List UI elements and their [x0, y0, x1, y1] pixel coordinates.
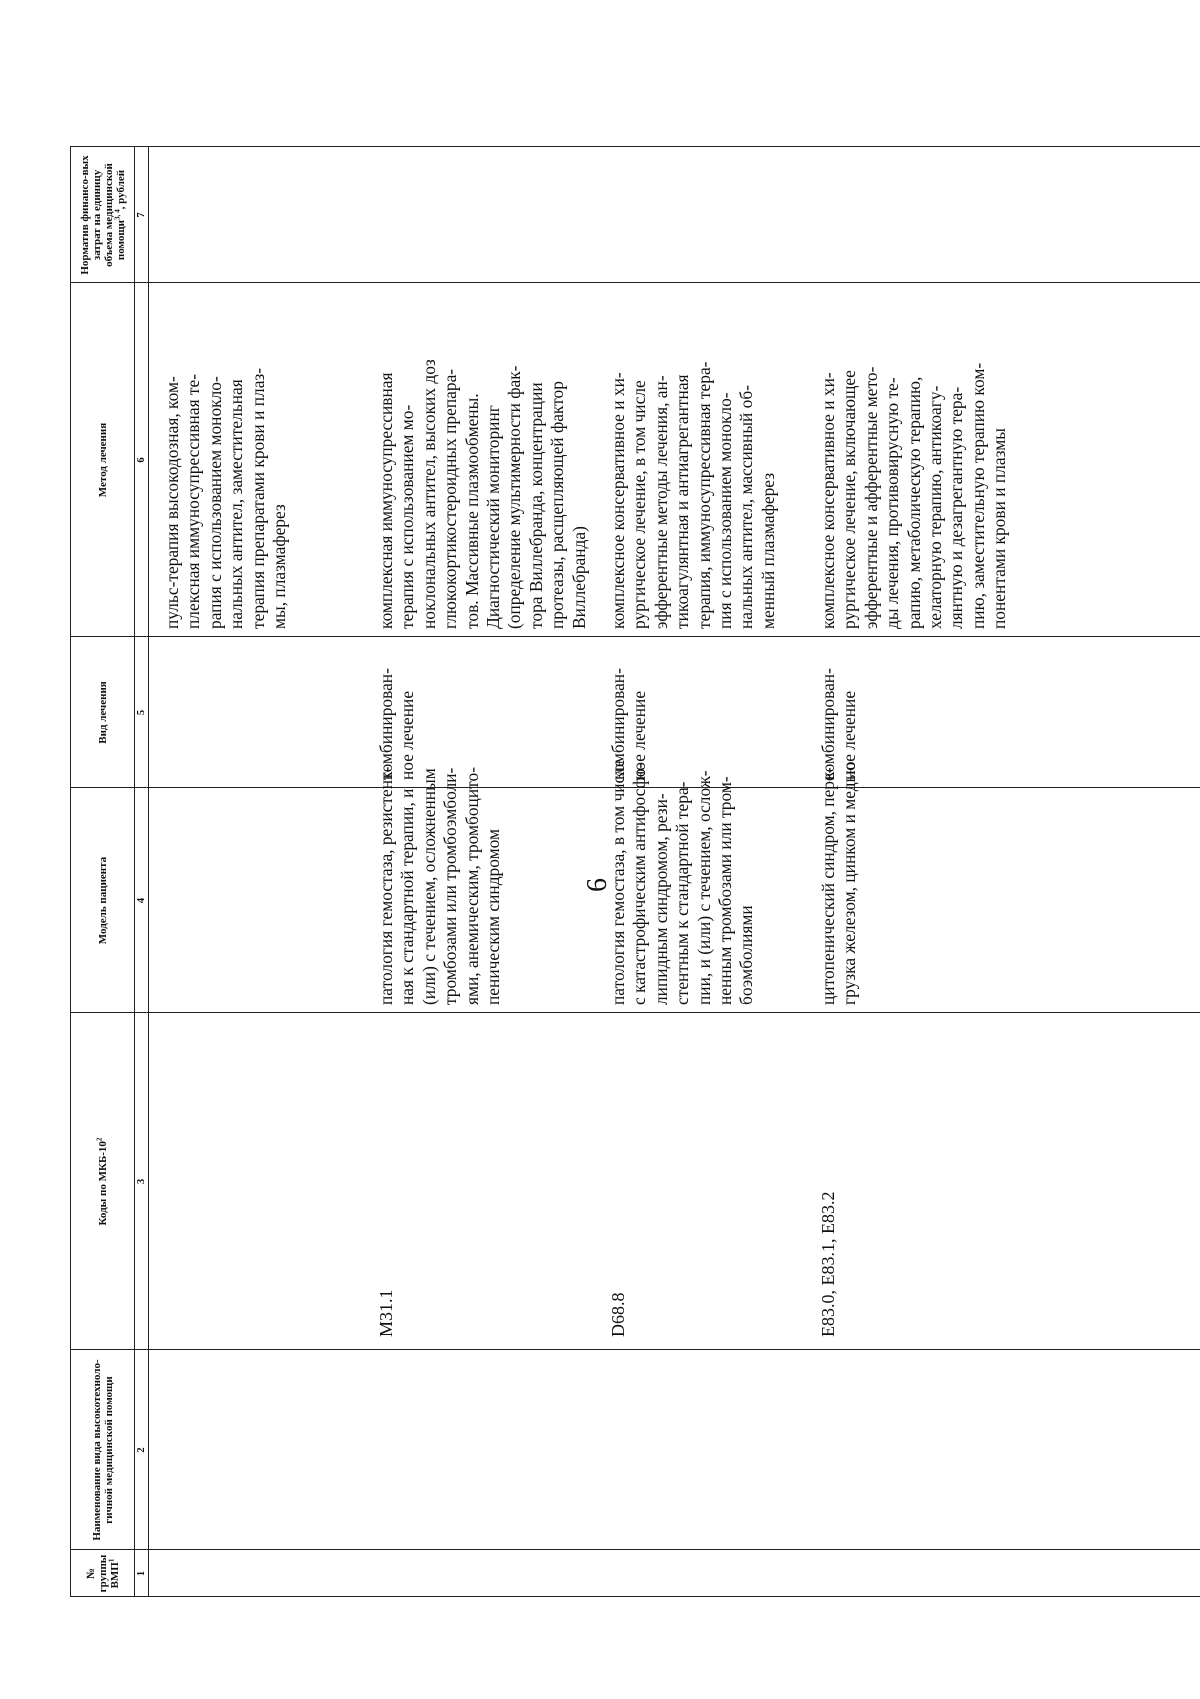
- method-cell: комплексное консервативное и хи- рургическое лечение, в том числе эфферентные методы лечения, ан- тикоагулянтная и антиагрегантная терапия, иммуносупрессивная тера- пия с использованием моноклo- нальных антител, массивный об- менный плазмаферез: [608, 361, 778, 629]
- page-number: 6: [582, 878, 613, 892]
- method-cell: комплексная иммуносупрессивная терапия с использованием мо- ноклональных антител, высоких доз глюкокортикостероидных препара- тов. Массивные плазмообмены. Диагностический мониторинг (определение мультимерности фак- тора Виллебранда, концентрации протеазы, расщепляющей фактор Виллебранда): [376, 359, 589, 629]
- method-cell: комплексное консервативное и хи- рургическое лечение, включающее эфферентные и афферентные мето- ды лечения, противовирусную те- рапию, метаболическую терапию, хелаторную терапию, антикоагу- лянтную и дезагрегантную тера- пию, заместительную терапию ком- понентами крови и плазмы: [818, 362, 1010, 629]
- column-number: 2: [135, 1447, 147, 1453]
- header-cost-standard: Норматив финансо-вых затрат на единицу объема медицинской помощи$^{3, 4}$, рублей: [79, 155, 127, 275]
- header-group-number: № группы ВМП$^1$: [85, 1554, 121, 1593]
- header-treatment-type: Вид лечения: [97, 681, 109, 744]
- column-number: 3: [135, 1178, 147, 1185]
- icd-code-cell: D68.8: [608, 1292, 628, 1337]
- column-number: 7: [135, 212, 147, 218]
- method-cell: пульс-терапия высокодозная, ком- плексная иммуносупрессивная те- рапия с использованием моноклo- нальных антител, заместительная терапия препаратами крови и плаз- мы, плазмаферез: [162, 367, 290, 629]
- treatment-type-cell: комбинирован- ное лечение: [818, 668, 860, 780]
- column-number: 4: [135, 897, 147, 904]
- header-treatment-method: Метод лечения: [97, 422, 109, 498]
- column-number: 1: [135, 1570, 147, 1577]
- column-number: 6: [135, 457, 147, 463]
- vmp-table: [70, 146, 1200, 1597]
- icd-code-cell: M31.1: [376, 1289, 396, 1337]
- patient-model-cell: патология гемостаза, в том числе с катастрофическим антифосфо- липидным синдромом, рези- стентным к стандартной тера- пии, и (или) с течением, ослож- ненным тромбозами или тром- боэмболиями: [608, 759, 757, 1005]
- treatment-type-cell: комбинирован- ное лечение: [376, 668, 418, 780]
- treatment-type-cell: комбинирован- ное лечение: [608, 668, 650, 780]
- icd-code-cell: E83.0, E83.1, E83.2: [818, 1191, 838, 1337]
- patient-model-cell: цитопенический синдром, пере- грузка железом, цинком и медью: [818, 761, 860, 1005]
- header-patient-model: Модель пациента: [97, 856, 109, 945]
- header-vmp-name: Наименование вида высокотехноло-гичной медицинской помощи: [91, 1359, 115, 1541]
- column-number: 5: [135, 709, 147, 716]
- header-icd-codes: Коды по МКБ-$10^2$: [95, 1137, 109, 1226]
- patient-model-cell: патология гемостаза, резистент- ная к стандартной терапии, и (или) с течением, осложненным тромбозами или тромбоэмболи- ями, анемическим, тромбоцито- пеническим синдромом: [376, 766, 504, 1005]
